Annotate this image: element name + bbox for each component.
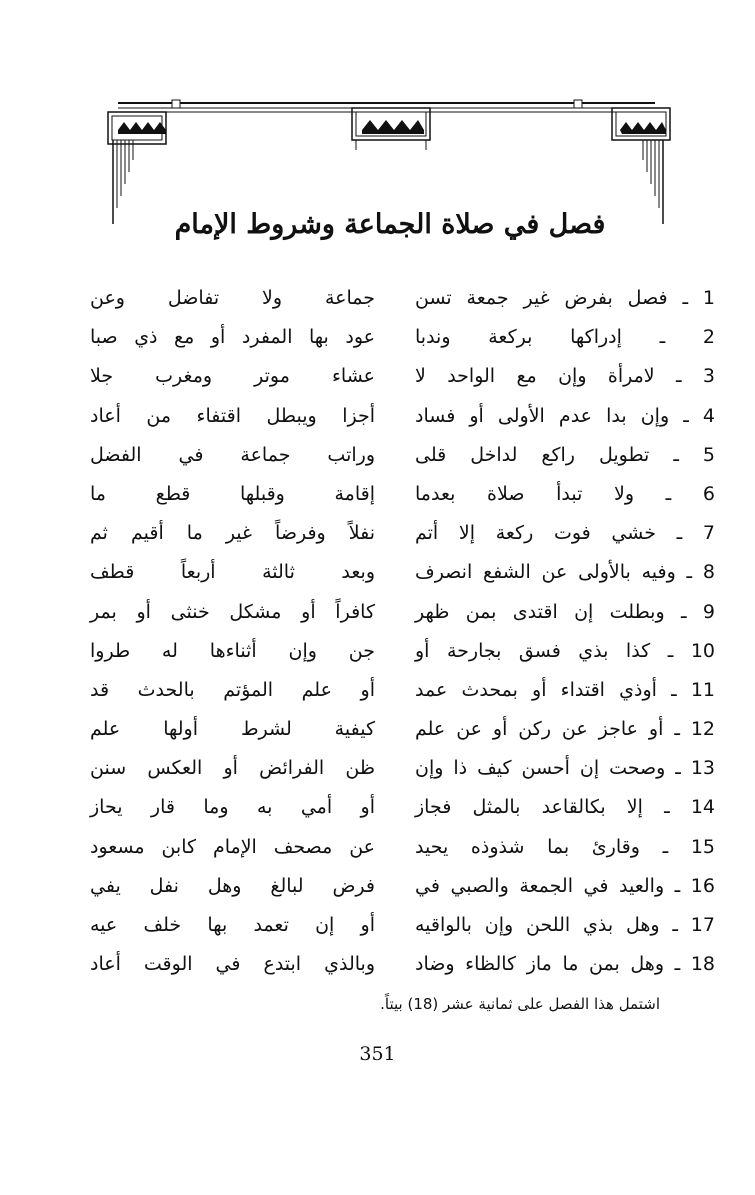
first-hemistich: 11 ـ أوذي اقتداء أو بمحدث عمد — [415, 678, 715, 701]
verse-row — [90, 792, 715, 831]
first-hemistich: 1 ـ فصل بفرض غير جمعة تسن — [415, 287, 715, 309]
first-hemistich: 5 ـ تطويل راكع لداخل قلى — [415, 443, 715, 466]
first-hemistich: 16 ـ والعيد في الجمعة والصبي في — [415, 874, 715, 897]
first-hemistich: 12 ـ أو عاجز عن ركن أو عن علم — [415, 718, 715, 741]
verse-number: 13 — [690, 757, 715, 780]
first-hemistich-text: أو عاجز عن ركن أو عن علم — [415, 718, 664, 741]
poem-verses — [90, 283, 715, 988]
verse-number: 1 — [702, 287, 715, 309]
second-hemistich: فرض لبالغ وهل نفل يفي — [90, 874, 375, 897]
first-hemistich: 10 ـ كذا بذي فسق بجارحة أو — [415, 639, 715, 662]
verse-number: 3 — [702, 365, 715, 388]
first-hemistich: 6 ـ ولا تبدأ صلاة بعدما — [415, 482, 715, 505]
verse-row — [90, 557, 715, 596]
second-hemistich: ظن الفرائض أو العكس سنن — [90, 757, 375, 780]
verse-row — [90, 871, 715, 910]
verse-number: 14 — [690, 796, 715, 819]
second-hemistich: عن مصحف الإمام كابن مسعود — [90, 835, 375, 858]
decorative-header-frame — [0, 0, 755, 300]
first-hemistich-text: لامرأة وإن مع الواحد لا — [415, 365, 655, 388]
verse-row — [90, 518, 715, 557]
first-hemistich-text: خشي فوت ركعة إلا أتم — [415, 522, 656, 545]
first-hemistich-text: كذا بذي فسق بجارحة أو — [415, 639, 651, 662]
second-hemistich: كافراً أو مشكل خنثى أو بمر — [90, 600, 375, 623]
verse-row — [90, 949, 715, 988]
first-hemistich: 18 ـ وهل بمن ما ماز كالظاء وضاد — [415, 953, 715, 976]
section-title: فصل في صلاة الجماعة وشروط الإمام — [174, 209, 606, 240]
second-hemistich: وراتب جماعة في الفضل — [90, 443, 375, 466]
verse-number: 2 — [702, 326, 715, 349]
first-hemistich: 9 ـ وبطلت إن اقتدى بمن ظهر — [415, 600, 715, 623]
first-hemistich: 3 ـ لامرأة وإن مع الواحد لا — [415, 365, 715, 388]
verse-number: 17 — [690, 914, 715, 936]
second-hemistich: أجزا ويبطل اقتفاء من أعاد — [90, 404, 375, 427]
second-hemistich: نفلاً وفرضاً غير ما أقيم ثم — [90, 522, 375, 545]
verse-number: 10 — [690, 639, 715, 662]
first-hemistich: 15 ـ وقارئ بما شذوذه يحيد — [415, 835, 715, 858]
second-hemistich: أو علم المؤتم بالحدث قد — [90, 678, 375, 701]
first-hemistich: 8 ـ وفيه بالأولى عن الشفع انصرف — [415, 561, 715, 584]
verse-number: 6 — [702, 482, 715, 505]
verse-row — [90, 401, 715, 440]
verse-row — [90, 361, 715, 400]
verse-number: 9 — [702, 600, 715, 623]
first-hemistich-text: والعيد في الجمعة والصبي في — [415, 874, 665, 897]
verse-row — [90, 283, 715, 322]
verse-row — [90, 675, 715, 714]
first-hemistich-text: وصحت إن أحسن كيف ذا وإن — [415, 757, 666, 780]
verse-number: 7 — [702, 522, 715, 545]
verse-row — [90, 440, 715, 479]
second-hemistich: عود بها المفرد أو مع ذي صبا — [90, 326, 375, 349]
second-hemistich: عشاء موتر ومغرب جلا — [90, 365, 375, 388]
verse-number: 12 — [690, 718, 715, 741]
first-hemistich-text: إدراكها بركعة وندبا — [415, 326, 622, 349]
first-hemistich-text: وقارئ بما شذوذه يحيد — [415, 835, 640, 858]
first-hemistich: 4 ـ وإن بدا عدم الأولى أو فساد — [415, 404, 715, 427]
first-hemistich-text: وإن بدا عدم الأولى أو فساد — [415, 404, 670, 427]
verse-count-note: اشتمل هذا الفصل على ثمانية عشر (18) بيتاً. — [380, 995, 660, 1013]
first-hemistich: 17 ـ وهل بذي اللحن وإن بالواقيه — [415, 914, 715, 936]
page-number: 351 — [359, 1043, 396, 1065]
first-hemistich-text: وهل بذي اللحن وإن بالواقيه — [415, 914, 660, 936]
second-hemistich: جن وإن أثناءها له طروا — [90, 639, 375, 662]
verse-number: 15 — [690, 835, 715, 858]
verse-row — [90, 910, 715, 949]
first-hemistich-text: تطويل راكع لداخل قلى — [415, 443, 650, 466]
first-hemistich: 13 ـ وصحت إن أحسن كيف ذا وإن — [415, 757, 715, 780]
second-hemistich: وبعد ثالثة أربعاً قطف — [90, 561, 375, 584]
second-hemistich: وبالذي ابتدع في الوقت أعاد — [90, 953, 375, 976]
verse-number: 4 — [702, 404, 715, 427]
verse-row — [90, 479, 715, 518]
verse-row — [90, 322, 715, 361]
first-hemistich-text: فصل بفرض غير جمعة تسن — [415, 287, 668, 309]
second-hemistich: إقامة وقبلها قطع ما — [90, 482, 375, 505]
second-hemistich: كيفية لشرط أولها علم — [90, 718, 375, 741]
second-hemistich: جماعة ولا تفاضل وعن — [90, 287, 375, 309]
verse-row — [90, 753, 715, 792]
first-hemistich: 2 ـ إدراكها بركعة وندبا — [415, 326, 715, 349]
verse-number: 11 — [690, 678, 715, 701]
first-hemistich-text: ولا تبدأ صلاة بعدما — [415, 482, 635, 505]
first-hemistich-text: وبطلت إن اقتدى بمن ظهر — [415, 600, 665, 623]
first-hemistich: 14 ـ إلا بكالقاعد بالمثل فجاز — [415, 796, 715, 819]
verse-number: 18 — [690, 953, 715, 976]
first-hemistich-text: وهل بمن ما ماز كالظاء وضاد — [415, 953, 664, 976]
verse-row — [90, 597, 715, 636]
first-hemistich-text: إلا بكالقاعد بالمثل فجاز — [415, 796, 643, 819]
second-hemistich: أو أمي به وما قار يحاز — [90, 796, 375, 819]
verse-number: 5 — [702, 443, 715, 466]
verse-row — [90, 832, 715, 871]
verse-row — [90, 636, 715, 675]
first-hemistich-text: وفيه بالأولى عن الشفع انصرف — [415, 561, 676, 584]
first-hemistich: 7 ـ خشي فوت ركعة إلا أتم — [415, 522, 715, 545]
second-hemistich: أو إن تعمد بها خلف عيه — [90, 914, 375, 936]
verse-number: 16 — [690, 874, 715, 897]
verse-row — [90, 714, 715, 753]
verse-number: 8 — [702, 561, 715, 584]
first-hemistich-text: أوذي اقتداء أو بمحدث عمد — [415, 678, 657, 701]
